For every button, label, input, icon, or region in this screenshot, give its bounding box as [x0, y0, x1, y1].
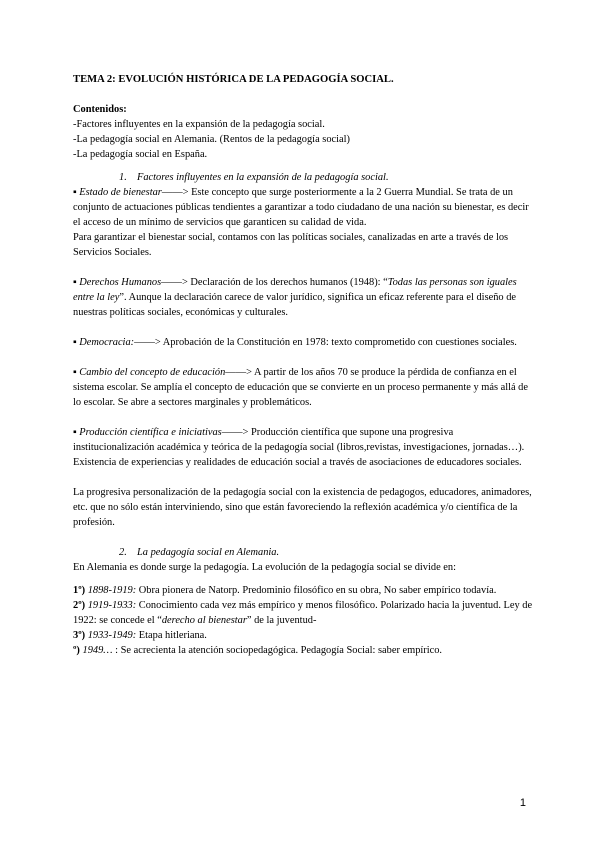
section-number: 1.: [119, 172, 127, 183]
arrow: ——>: [161, 187, 192, 198]
period-years: 1919-1933:: [87, 600, 137, 611]
section-title: Factores influyentes en la expansión de la pedagogía social.: [137, 172, 389, 183]
period-item: [73, 643, 533, 658]
period-years: 1898-1919:: [87, 585, 137, 596]
bullet-term: Derechos Humanos: [79, 277, 162, 288]
bullet-derechos-humanos: ▪ Derechos Humanos——> Declaración de los derechos humanos (1948): “Todas las personas son iguales entre la ley”. Aunque la declaración carece de valor jurídico, significa un eficaz referente para el diseño de nuestras políticas sociales, económicas y culturales.: [73, 277, 517, 318]
page-number: 1: [519, 797, 526, 809]
bullet-text: Producción científica que supone una progresiva institucionalización académica y teórica de la pedagogía social (libros,revistas, investigaciones, jornadas…). Existencia de experiencias y realidades de educación social a través de asociaciones de educadores sociales.: [73, 427, 525, 468]
period-text: Conocimiento cada vez más empírico y menos filosófico. Polarizado hacia la juventud. Ley de 1922: se concede el “: [73, 600, 533, 626]
section-1-closing: La progresiva personalización de la pedagogía social con la existencia de pedagogos, educadores, animadores, etc. que no sólo están interviniendo, sino que están favoreciendo la reflexión académica y/o científica de la profesión.: [73, 487, 532, 528]
arrow: ——>: [161, 277, 191, 288]
contents-heading: Contenidos:: [73, 104, 127, 115]
period-label: º): [73, 645, 80, 656]
section-2-intro: En Alemania es donde surge la pedagogía. La evolución de la pedagogía social se divide en:: [73, 562, 456, 573]
bullet-estado-bienestar: ▪ Estado de bienestar——> Este concepto que surge posteriormente a la 2 Guerra Mundial. Se trata de un conjunto de actuaciones públicas tendientes a garantizar a todo ciudadano de una nación su bienestar, es decir el acceso de un mínimo de servicios que garanticen su calidad de vida.: [73, 187, 529, 228]
period-years: 1933-1949:: [87, 630, 137, 641]
bullet-cambio-educacion: ▪ Cambio del concepto de educación——> A partir de los años 70 se produce la pérdida de confianza en el sistema escolar. Se amplía el concepto de educación que se convierte en un proceso permanente y más allá de lo escolar. Se abre a sectores marginales y problemáticos.: [73, 367, 528, 408]
period-text: ” de la juventud-: [246, 615, 317, 626]
bullet-extra-text: Para garantizar el bienestar social, contamos con las políticas sociales, canalizadas en arte a través de los Servicios Sociales.: [73, 232, 509, 258]
document-title: TEMA 2: EVOLUCIÓN HISTÓRICA DE LA PEDAGOGÍA SOCIAL.: [73, 74, 394, 85]
period-text: : Se acrecienta la atención sociopedagógica. Pedagogía Social: saber empírico.: [115, 645, 443, 656]
bullet-text: ”. Aunque la declaración carece de valor jurídico, significa un eficaz referente para el diseño de nuestras políticas sociales, económicas y culturales.: [73, 292, 517, 318]
bullet-term: Estado de bienestar: [79, 187, 162, 198]
bullet-text: Aprobación de la Constitución en 1978: texto comprometido con cuestiones sociales.: [162, 337, 517, 348]
bullet-term: Producción científica e iniciativas: [79, 427, 222, 438]
contents-item: -Factores influyentes en la expansión de la pedagogía social.: [73, 119, 325, 130]
period-item: [73, 598, 533, 628]
section-title: La pedagogía social en Alemania.: [137, 547, 280, 558]
arrow: ——>: [134, 337, 163, 348]
bullet-term: Cambio del concepto de educación: [79, 367, 226, 378]
period-years: 1949…: [82, 645, 113, 656]
contents-item: -La pedagogía social en España.: [73, 149, 208, 160]
period-label: 1º): [73, 585, 86, 596]
period-item: [73, 628, 533, 643]
document-body: [73, 72, 533, 658]
section-1-heading: [119, 170, 533, 185]
bullet-democracia: ▪ Democracia:——> Aprobación de la Constitución en 1978: texto comprometido con cuestiones sociales.: [73, 337, 517, 348]
period-item: [73, 583, 533, 598]
contents-item: -La pedagogía social en Alemania. (Rentos de la pedagogía social): [73, 134, 350, 145]
bullet-term: Democracia:: [79, 337, 135, 348]
section-number: 2.: [119, 547, 127, 558]
arrow: ——>: [225, 367, 254, 378]
section-2-heading: [119, 545, 533, 560]
bullet-text: Declaración de los derechos humanos (1948): “: [190, 277, 388, 288]
period-text: Etapa hitleriana.: [138, 630, 207, 641]
period-quote: derecho al bienestar: [161, 615, 247, 626]
bullet-produccion-cientifica: ▪ Producción científica e iniciativas——> Producción científica que supone una progresiva institucionalización académica y teórica de la pedagogía social (libros,revistas, investigaciones, jornadas…). Existencia de experiencias y realidades de educación social a través de asociaciones de educadores sociales.: [73, 427, 525, 468]
period-label: 3º): [73, 630, 86, 641]
bullet-text: Este concepto que surge posteriormente a la 2 Guerra Mundial. Se trata de un conjunto de actuaciones públicas tendientes a garantizar a todo ciudadano de una nación su bienestar, es decir el acceso de un mínimo de servicios que garanticen su calidad de vida.: [73, 187, 529, 228]
period-text: Obra pionera de Natorp. Predominio filosófico en su obra, No saber empírico todavía.: [138, 585, 497, 596]
bullet-quote: Todas las personas son iguales entre la ley: [73, 277, 517, 303]
period-label: 2º): [73, 600, 86, 611]
bullet-text: A partir de los años 70 se produce la pérdida de confianza en el sistema escolar. Se amplía el concepto de educación que se convierte en un proceso permanente y más allá de lo escolar. Se abre a sectores marginales y problemáticos.: [73, 367, 528, 408]
arrow: ——>: [221, 427, 251, 438]
